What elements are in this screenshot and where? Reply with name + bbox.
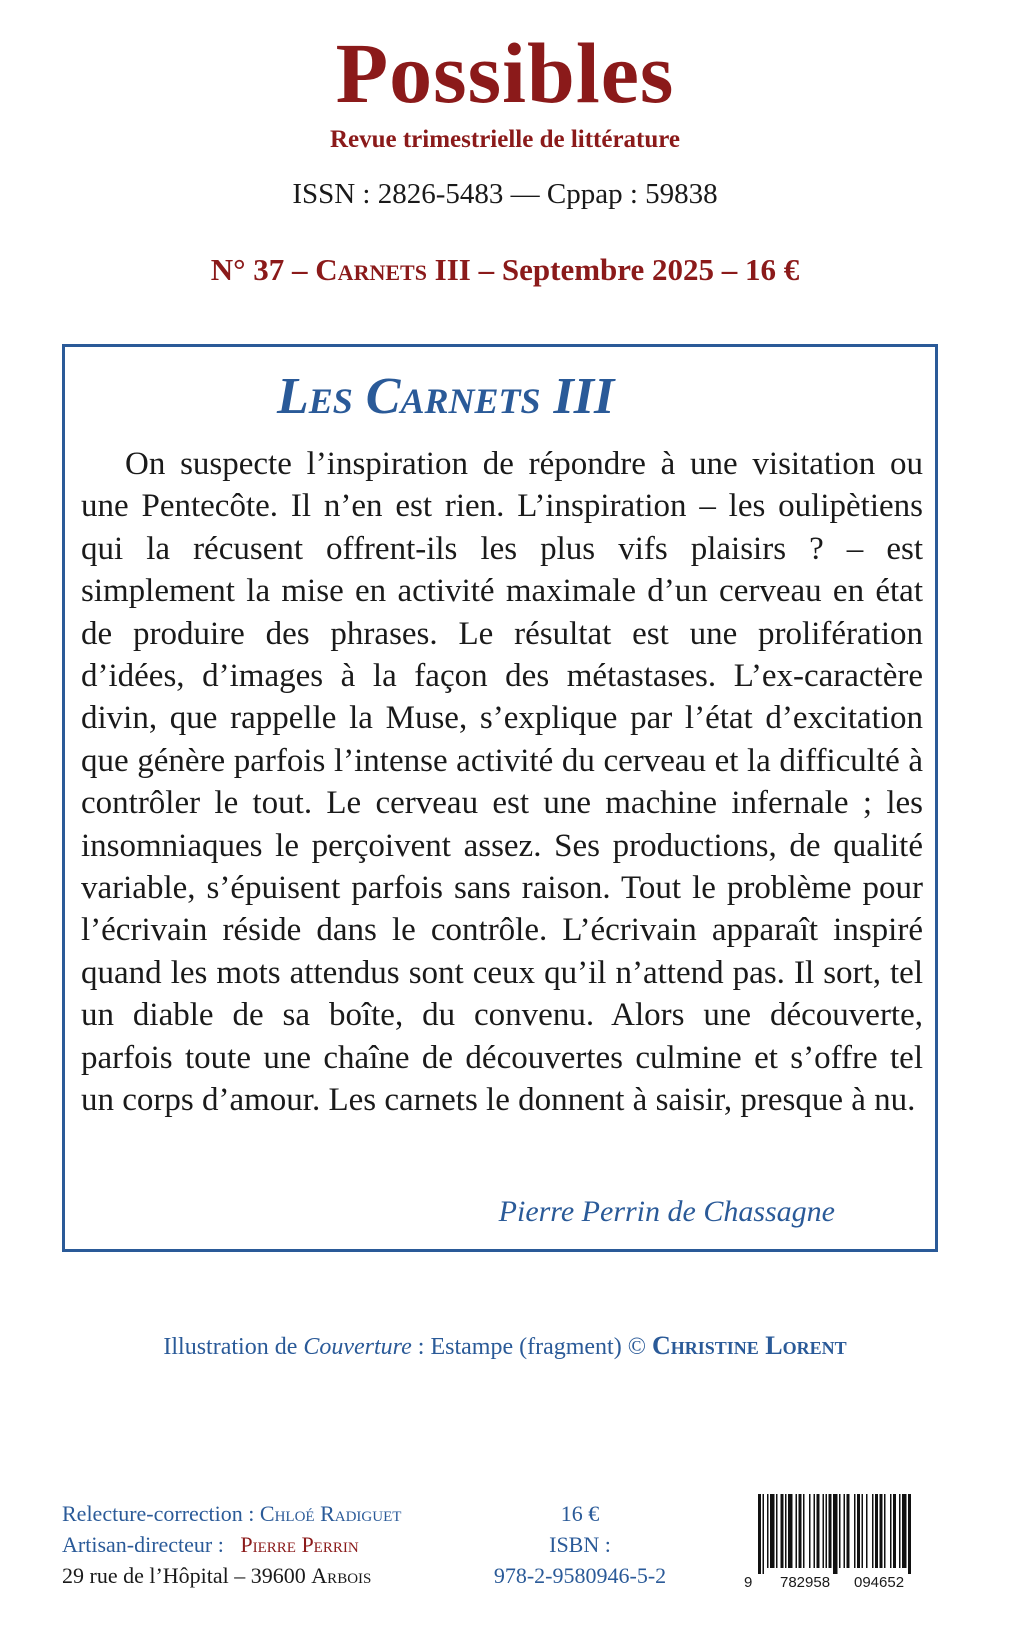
barcode-bar: [809, 1494, 811, 1568]
isbn-value: 978-2-9580946-5-2: [493, 1563, 667, 1588]
barcode-bar: [875, 1494, 878, 1568]
credit-prefix: Illustration de: [163, 1334, 304, 1360]
editorial-box: [62, 344, 938, 1252]
isbn-label: ISBN :: [549, 1532, 611, 1557]
director-name: Pierre Perrin: [240, 1532, 359, 1557]
proof-label: Relecture-correction :: [62, 1501, 260, 1526]
issue-suffix: – Septembre 2025 – 16 €: [470, 252, 800, 287]
footer-credits: [62, 1498, 401, 1591]
proofreading-line: [62, 1498, 401, 1529]
barcode-bar: [854, 1494, 856, 1568]
barcode-bar: [770, 1494, 775, 1568]
barcode-bar: [844, 1494, 846, 1568]
issue-series: Carnets III: [315, 252, 471, 287]
address-line: [62, 1560, 401, 1591]
barcode-bar: [767, 1494, 769, 1568]
barcode-bar: [862, 1494, 864, 1568]
barcode-bar: [847, 1494, 850, 1568]
isbn-barcode: [742, 1494, 928, 1590]
barcode-bar: [788, 1494, 793, 1568]
barcode-bar: [814, 1494, 816, 1568]
barcode-bar: [902, 1494, 907, 1568]
barcode-bar: [826, 1494, 828, 1568]
barcode-bars: [758, 1494, 911, 1574]
barcode-bar: [880, 1494, 883, 1568]
barcode-bar: [884, 1494, 886, 1568]
address-city: Arbois: [311, 1563, 372, 1588]
barcode-bar: [890, 1494, 892, 1568]
barcode-bar: [781, 1494, 784, 1568]
price: 16 €: [560, 1501, 600, 1526]
barcode-digits-right: 094652: [854, 1574, 905, 1590]
barcode-bar: [839, 1494, 841, 1568]
credit-middle: : Estampe (fragment) ©: [411, 1334, 652, 1360]
barcode-bar: [785, 1494, 787, 1568]
barcode-digit-first: 9: [744, 1574, 753, 1590]
barcode-digits-left: 782958: [780, 1574, 831, 1590]
barcode-bar: [799, 1494, 802, 1568]
editorial-text: On suspecte l’inspiration de répondre à une visitation ou une Pentecôte. Il n’en est rien. L’inspiration – les oulipètiens qui la récusent offrent-ils les plus vifs plaisirs ? – est simplement la mise en activité maximale d’un cerveau en état de produire des phrases. Le résultat est une prolifération d’idées, d’images à la façon des métastases. L’ex-caractère divin, que rappelle la Muse, s’explique par l’état d’excitation que génère parfois l’intense activité du cerveau et la difficulté à contrôler le tout. Le cerveau est une machine infernale ; les insomniaques le perçoivent assez. Ses productions, de qualité variable, s’épuisent parfois sans raison. Tout le problème pour l’écrivain réside dans le contrôle. L’écrivain apparaît inspiré quand les mots attendus sont ceux qu’il n’attend pas. Il sort, tel un diable de sa boîte, du convenu. Alors une découverte, parfois toute une chaîne de découvertes culmine et s’offre tel un corps d’amour. Les carnets le donnent à saisir, presque à nu.: [81, 446, 923, 1119]
barcode-bar: [758, 1494, 761, 1574]
issue-line: [0, 252, 1010, 288]
barcode-bar: [796, 1494, 798, 1568]
journal-title: Possibles: [335, 25, 675, 121]
barcode-bar: [866, 1494, 868, 1568]
director-line: [62, 1529, 401, 1560]
barcode-bar: [872, 1494, 874, 1568]
box-heading: Les Carnets III: [277, 368, 615, 425]
barcode-bar: [833, 1494, 838, 1574]
barcode-bar: [893, 1494, 896, 1568]
barcode-bar: [908, 1494, 911, 1574]
credit-italic: Couverture: [303, 1334, 412, 1360]
barcode-bar: [857, 1494, 860, 1568]
barcode-bar: [803, 1494, 805, 1568]
issue-prefix: N° 37 –: [210, 252, 316, 287]
author-signature: Pierre Perrin de Chassagne: [498, 1195, 835, 1228]
barcode-bar: [829, 1494, 832, 1568]
cover-credit: [0, 1331, 1010, 1361]
barcode-bar: [776, 1494, 778, 1568]
proof-name: Chloé Radiguet: [259, 1501, 402, 1526]
barcode-bar: [899, 1494, 901, 1568]
price-isbn: [470, 1498, 690, 1591]
director-label: Artisan-directeur :: [62, 1532, 230, 1557]
barcode-bar: [823, 1494, 825, 1568]
issn-line: ISSN : 2826-5483 — Cppap : 59838: [292, 178, 718, 210]
address-prefix: 29 rue de l’Hôpital – 39600: [62, 1563, 312, 1588]
journal-subtitle: Revue trimestrielle de littérature: [329, 126, 681, 153]
barcode-bar: [763, 1494, 765, 1574]
barcode-bar: [817, 1494, 820, 1568]
credit-artist: Christine Lorent: [651, 1331, 847, 1360]
